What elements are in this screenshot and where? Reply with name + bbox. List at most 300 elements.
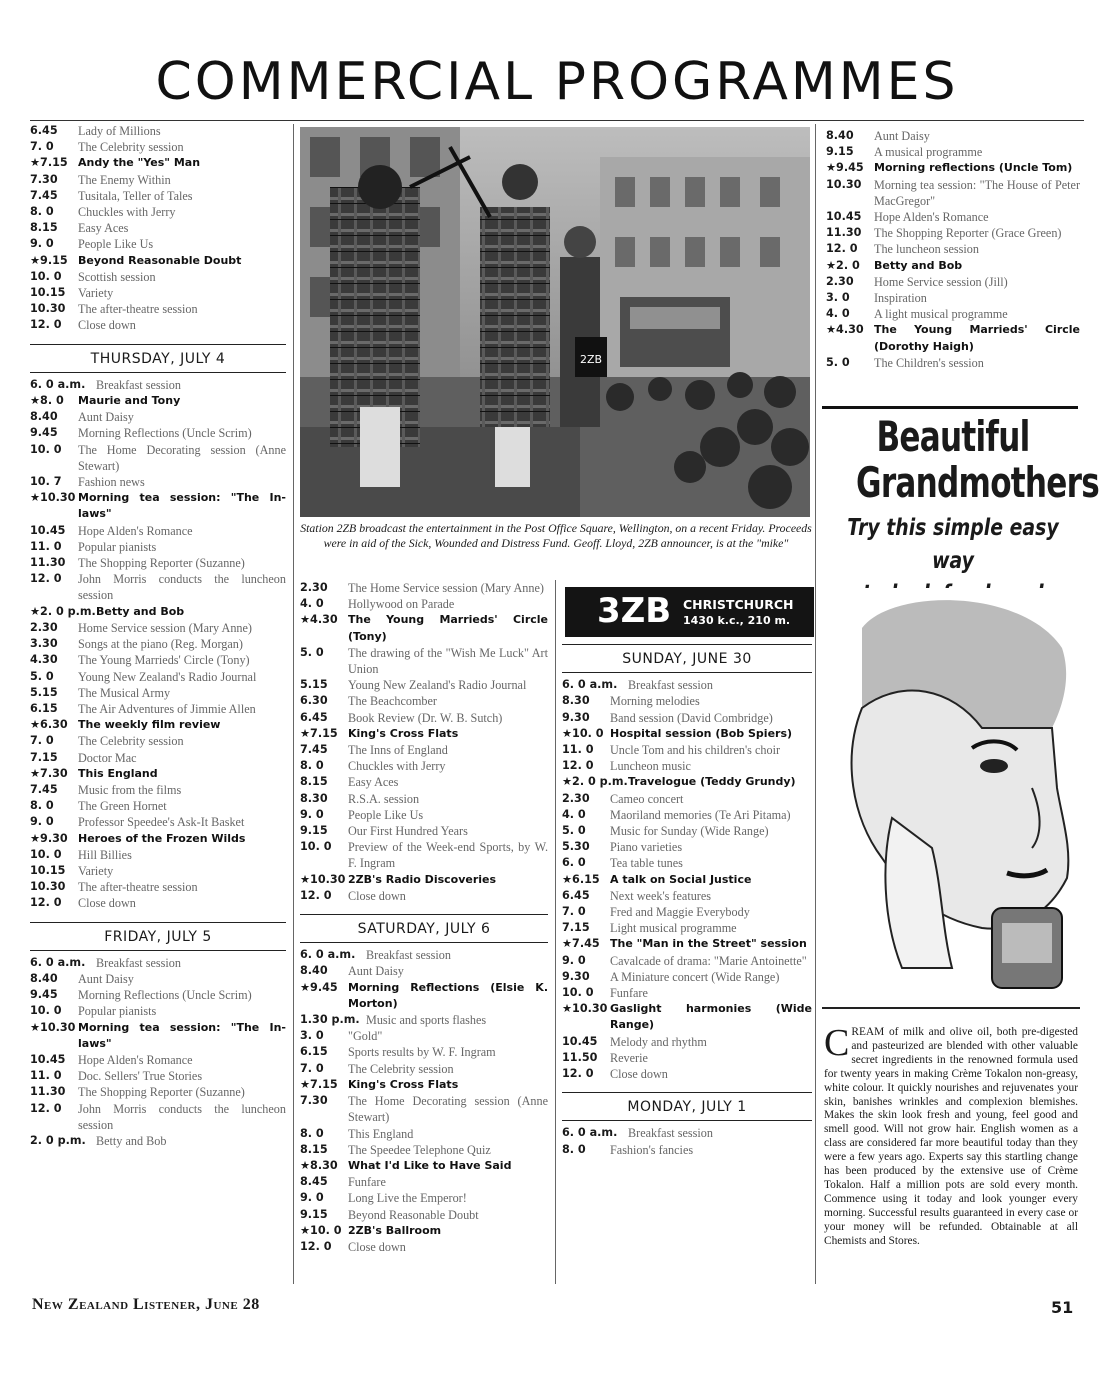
programme-row bbox=[300, 1142, 548, 1158]
programme-title: Cavalcade of drama: "Marie Antoinette" bbox=[610, 953, 807, 968]
programme-time: 10.45 bbox=[826, 210, 862, 224]
programme-time: 2.30 bbox=[300, 581, 328, 594]
programme-title: Close down bbox=[78, 318, 136, 333]
programme-title: The Musical Army bbox=[78, 685, 171, 700]
programme-row bbox=[30, 782, 286, 798]
programme-row bbox=[300, 839, 548, 871]
programme-time: 9.30 bbox=[562, 710, 590, 724]
programme-title: The Celebrity session bbox=[78, 140, 184, 155]
programme-time: 8.45 bbox=[300, 1175, 328, 1189]
programme-title: Variety bbox=[78, 286, 114, 301]
programme-title: 2ZB's Radio Discoveries bbox=[348, 872, 497, 886]
programme-row bbox=[826, 274, 1080, 290]
programme-title: John Morris conducts the luncheon session bbox=[78, 572, 286, 603]
programme-row bbox=[30, 733, 286, 749]
programme-time: 10.30 bbox=[30, 302, 66, 316]
programme-title: Music and sports flashes bbox=[366, 1013, 487, 1028]
programme-title: Doc. Sellers' True Stories bbox=[78, 1069, 203, 1084]
programme-time: 7. 0 bbox=[300, 1061, 324, 1075]
programme-row bbox=[30, 717, 286, 733]
programme-title: Doctor Mac bbox=[78, 750, 137, 765]
programme-title: Preview of the Week-end Sports, by W. F. Ingram bbox=[348, 840, 548, 871]
programme-title: John Morris conducts the luncheon session bbox=[78, 1101, 286, 1132]
programme-title: The Shopping Reporter (Grace Green) bbox=[874, 226, 1062, 241]
programme-title: Chuckles with Jerry bbox=[78, 205, 176, 220]
programme-title: Heroes of the Frozen Wilds bbox=[78, 831, 246, 845]
programme-row bbox=[300, 1012, 548, 1028]
programme-row bbox=[30, 971, 286, 987]
programme-title: Young New Zealand's Radio Journal bbox=[78, 669, 257, 684]
programme-title: The "Man in the Street" session bbox=[610, 937, 807, 951]
programme-row bbox=[30, 847, 286, 863]
programme-title: People Like Us bbox=[78, 237, 154, 252]
programme-title: This England bbox=[78, 766, 158, 780]
programme-title: Betty and Bob bbox=[96, 1133, 167, 1148]
programme-row bbox=[30, 766, 286, 782]
programme-title: The after-theatre session bbox=[78, 302, 198, 317]
programme-title: A musical programme bbox=[874, 145, 983, 160]
programme-row bbox=[300, 1158, 548, 1174]
programme-title: Easy Aces bbox=[348, 775, 399, 790]
programme-row bbox=[562, 807, 812, 823]
programme-row bbox=[300, 677, 548, 693]
programme-row bbox=[300, 888, 548, 904]
programme-time: 10. 0 bbox=[30, 442, 62, 456]
programme-row bbox=[30, 571, 286, 603]
programme-row bbox=[826, 160, 1080, 176]
schedule-monday-cont bbox=[826, 128, 1080, 371]
programme-title: Home Service session (Jill) bbox=[874, 274, 1008, 289]
programme-row bbox=[300, 612, 548, 644]
programme-title: The Young Marrieds' Circle (Tony) bbox=[78, 653, 250, 668]
programme-time: 12. 0 bbox=[30, 318, 62, 332]
advertisement bbox=[822, 408, 1099, 1288]
divider bbox=[30, 120, 1084, 121]
programme-title: The drawing of the "Wish Me Luck" Art Union bbox=[348, 645, 548, 677]
ad-dropcap: C bbox=[824, 1022, 850, 1064]
programme-title: Aunt Daisy bbox=[78, 971, 134, 986]
programme-title: R.S.A. session bbox=[348, 791, 420, 806]
programme-row bbox=[826, 128, 1080, 144]
programme-time: 4.30 bbox=[30, 653, 58, 667]
column-4 bbox=[826, 128, 1080, 371]
programme-row bbox=[562, 823, 812, 839]
programme-row bbox=[30, 555, 286, 571]
programme-time: 3. 0 bbox=[300, 1029, 324, 1043]
programme-time: ★10.30 bbox=[30, 491, 76, 505]
programme-row bbox=[30, 1133, 286, 1149]
programme-row bbox=[300, 580, 548, 596]
programme-title: A light musical programme bbox=[874, 307, 1008, 322]
programme-title: The after-theatre session bbox=[78, 880, 198, 895]
programme-title: Morning Reflections (Uncle Scrim) bbox=[78, 988, 252, 1003]
station-city: CHRISTCHURCH bbox=[683, 597, 794, 612]
programme-time: 8.15 bbox=[300, 1142, 328, 1156]
programme-time: 2.30 bbox=[826, 274, 854, 288]
programme-time: ★6.15 bbox=[562, 872, 600, 886]
programme-title: Breakfast session bbox=[628, 1126, 713, 1141]
programme-row bbox=[30, 539, 286, 555]
programme-title: Breakfast session bbox=[96, 377, 181, 392]
programme-row bbox=[30, 685, 286, 701]
programme-title: King's Cross Flats bbox=[348, 1077, 459, 1091]
page-number: 51 bbox=[1051, 1298, 1074, 1317]
programme-time: ★7.15 bbox=[30, 156, 68, 170]
programme-time: 6.45 bbox=[30, 124, 58, 137]
divider bbox=[815, 124, 816, 1284]
programme-title: Close down bbox=[348, 888, 406, 903]
programme-title: Long Live the Emperor! bbox=[348, 1191, 467, 1206]
programme-time: 6.15 bbox=[30, 701, 58, 715]
programme-row bbox=[300, 742, 548, 758]
programme-title: Maurie and Tony bbox=[78, 394, 181, 408]
programme-time: 5. 0 bbox=[826, 355, 850, 369]
programme-time: 7.15 bbox=[562, 921, 590, 935]
programme-title: Young New Zealand's Radio Journal bbox=[348, 678, 527, 693]
programme-title: The Home Decorating session (Anne Stewart) bbox=[78, 442, 286, 473]
schedule-pre bbox=[30, 123, 286, 334]
programme-row bbox=[30, 1003, 286, 1019]
programme-title: Inspiration bbox=[874, 291, 927, 306]
programme-time: 8.40 bbox=[30, 410, 58, 424]
programme-time: ★10. 0 bbox=[562, 726, 604, 740]
programme-row bbox=[30, 409, 286, 425]
programme-time: 5. 0 bbox=[30, 669, 54, 683]
day-heading-friday: FRIDAY, JULY 5 bbox=[30, 922, 286, 951]
programme-title: Maoriland memories (Te Ari Pitama) bbox=[610, 807, 791, 822]
programme-time: 10.45 bbox=[562, 1034, 598, 1048]
ad-subheadline-1: Try this simple easy way bbox=[847, 515, 1059, 574]
programme-time: 8.30 bbox=[562, 694, 590, 708]
programme-time: 9.15 bbox=[826, 145, 854, 159]
programme-time: ★9.15 bbox=[30, 253, 68, 267]
programme-title: The Speedee Telephone Quiz bbox=[348, 1142, 491, 1157]
programme-time: 9.15 bbox=[300, 824, 328, 838]
programme-title: Betty and Bob bbox=[874, 258, 963, 272]
programme-time: 10.15 bbox=[30, 286, 66, 300]
schedule-saturday bbox=[300, 947, 548, 1255]
programme-title: The Beachcomber bbox=[348, 694, 437, 709]
programme-title: Morning tea session: "The In-laws" bbox=[78, 491, 286, 521]
programme-time: 7.30 bbox=[30, 172, 58, 186]
column-2 bbox=[300, 580, 548, 1255]
programme-row bbox=[300, 1174, 548, 1190]
programme-time: 5.15 bbox=[30, 685, 58, 699]
programme-title: Morning Reflections (Elsie K. Morton) bbox=[348, 980, 548, 1010]
programme-row bbox=[30, 863, 286, 879]
programme-time: 11.50 bbox=[562, 1050, 598, 1064]
ad-headline-1: Beautiful bbox=[876, 412, 1030, 461]
programme-time: 5.15 bbox=[300, 678, 328, 692]
programme-row bbox=[300, 710, 548, 726]
schedule-thursday bbox=[30, 377, 286, 912]
photo-pipers bbox=[300, 127, 810, 517]
photo-caption: Station 2ZB broadcast the entertainment in the Post Office Square, Wellington, on a recent Friday. Proceeds were in aid of the Sick, Wounded and Distress Fund. Geoff. Lloyd, 2ZB announcer, is at the "mike" bbox=[300, 521, 812, 550]
programme-row bbox=[300, 1061, 548, 1077]
programme-row bbox=[30, 188, 286, 204]
photo-badge: 2ZB bbox=[579, 353, 603, 366]
day-heading-saturday: SATURDAY, JULY 6 bbox=[300, 914, 548, 943]
programme-time: 9. 0 bbox=[300, 807, 324, 821]
programme-row bbox=[562, 677, 812, 693]
programme-time: ★4.30 bbox=[300, 613, 338, 627]
programme-row bbox=[30, 831, 286, 847]
programme-time: 7. 0 bbox=[30, 140, 54, 154]
programme-title: Easy Aces bbox=[78, 221, 129, 236]
programme-row bbox=[562, 985, 812, 1001]
programme-time: ★7.45 bbox=[562, 937, 600, 951]
programme-title: Tea table tunes bbox=[610, 856, 683, 871]
programme-time: 8.30 bbox=[300, 791, 328, 805]
programme-row bbox=[30, 1084, 286, 1100]
programme-time: 10.15 bbox=[30, 863, 66, 877]
programme-time: 12. 0 bbox=[30, 1101, 62, 1115]
programme-time: 8. 0 bbox=[562, 1142, 586, 1156]
programme-row bbox=[300, 947, 548, 963]
programme-time: 7.45 bbox=[30, 188, 58, 202]
programme-row bbox=[300, 791, 548, 807]
programme-row bbox=[300, 774, 548, 790]
programme-row bbox=[30, 1068, 286, 1084]
programme-row bbox=[826, 241, 1080, 257]
programme-row bbox=[562, 839, 812, 855]
programme-row bbox=[30, 798, 286, 814]
programme-title: The Young Marrieds' Circle (Tony) bbox=[348, 613, 548, 643]
programme-title: Lady of Millions bbox=[78, 124, 161, 138]
programme-row bbox=[562, 710, 812, 726]
schedule-friday bbox=[30, 955, 286, 1149]
programme-title: Aunt Daisy bbox=[78, 410, 134, 425]
programme-row bbox=[562, 969, 812, 985]
programme-time: 1.30 p.m. bbox=[300, 1013, 360, 1027]
programme-row bbox=[30, 701, 286, 717]
programme-time: 12. 0 bbox=[300, 1239, 332, 1253]
programme-time: 9.30 bbox=[562, 969, 590, 983]
programme-time: 9. 0 bbox=[30, 815, 54, 829]
programme-row bbox=[300, 1207, 548, 1223]
programme-title: "Gold" bbox=[348, 1029, 383, 1044]
programme-time: 7.15 bbox=[30, 750, 58, 764]
programme-title: Funfare bbox=[610, 986, 648, 1001]
programme-title: Funfare bbox=[348, 1175, 386, 1190]
programme-title: Hospital session (Bob Spiers) bbox=[610, 726, 793, 740]
programme-row bbox=[300, 1239, 548, 1255]
programme-title: Book Review (Dr. W. B. Sutch) bbox=[348, 710, 503, 725]
programme-time: 6.45 bbox=[300, 710, 328, 724]
programme-title: Light musical programme bbox=[610, 921, 737, 936]
programme-title: Cameo concert bbox=[610, 791, 684, 806]
programme-title: Hope Alden's Romance bbox=[78, 523, 193, 538]
programme-row bbox=[562, 904, 812, 920]
programme-time: 2. 0 p.m. bbox=[30, 1133, 86, 1147]
programme-row bbox=[30, 474, 286, 490]
programme-time: 5.30 bbox=[562, 840, 590, 854]
programme-time: ★4.30 bbox=[826, 323, 864, 337]
programme-time: 10. 0 bbox=[30, 1004, 62, 1018]
programme-title: Melody and rhythm bbox=[610, 1034, 707, 1049]
programme-row bbox=[30, 139, 286, 155]
ad-body-copy: REAM of milk and olive oil, both pre-digested and pasteurized are blended with other valuable secret ingredients in the renowned formula used for twenty years in making Crème Tokalon non-greasy, white colour. It quickly nourishes and rejuvenates your skin, banishes wrinkles and complexion blemishes. Makes the skin look fresh and young, feel good and smell good. Will not grow hair. English women as a class are considered far more beautiful today than they were a few years ago. Experts say this startling change has been produced by the extensive use of Crème Tokalon. Half a million pots are sold every month. Commence using it today and look younger every morning. Successful results guaranteed in every case or your money will be refunded. Obtainable at all Chemists and Stores. bbox=[824, 1026, 1078, 1247]
programme-row bbox=[562, 936, 812, 952]
programme-time: 6. 0 a.m. bbox=[300, 948, 356, 962]
station-banner bbox=[565, 587, 814, 637]
programme-row bbox=[300, 758, 548, 774]
programme-time: 8.40 bbox=[300, 964, 328, 978]
programme-time: ★9.45 bbox=[826, 161, 864, 175]
programme-time: ★7.15 bbox=[300, 726, 338, 740]
programme-title: Variety bbox=[78, 863, 114, 878]
programme-title: The Young Marrieds' Circle (Dorothy Haigh) bbox=[874, 323, 1080, 353]
programme-row bbox=[30, 987, 286, 1003]
programme-row bbox=[826, 290, 1080, 306]
programme-title: Reverie bbox=[610, 1050, 648, 1065]
programme-row bbox=[30, 652, 286, 668]
programme-title: Next week's features bbox=[610, 888, 712, 903]
programme-time: 11. 0 bbox=[30, 539, 62, 553]
programme-title: The Enemy Within bbox=[78, 172, 171, 187]
programme-title: Hope Alden's Romance bbox=[874, 210, 989, 225]
programme-time: 7. 0 bbox=[30, 734, 54, 748]
programme-time: ★9.45 bbox=[300, 980, 338, 994]
programme-row bbox=[562, 872, 812, 888]
programme-time: 8. 0 bbox=[30, 799, 54, 813]
programme-time: 10.45 bbox=[30, 523, 66, 537]
day-heading-sunday: SUNDAY, JUNE 30 bbox=[562, 644, 812, 673]
programme-title: The Home Service session (Mary Anne) bbox=[348, 581, 544, 595]
programme-row bbox=[826, 209, 1080, 225]
programme-row bbox=[30, 269, 286, 285]
programme-time: 10. 7 bbox=[30, 475, 62, 489]
programme-title: Hollywood on Parade bbox=[348, 597, 455, 612]
programme-time: ★7.30 bbox=[30, 766, 68, 780]
programme-title: The Children's session bbox=[874, 355, 984, 370]
programme-time: 7.45 bbox=[30, 782, 58, 796]
programme-title: Close down bbox=[348, 1239, 406, 1254]
programme-time: 12. 0 bbox=[562, 759, 594, 773]
programme-row bbox=[30, 317, 286, 333]
programme-row bbox=[30, 236, 286, 252]
programme-row bbox=[30, 879, 286, 895]
photo-image bbox=[300, 127, 810, 517]
programme-row bbox=[30, 285, 286, 301]
programme-title: Hill Billies bbox=[78, 847, 132, 862]
programme-title: Morning Reflections (Uncle Scrim) bbox=[78, 426, 252, 441]
programme-title: Fashion news bbox=[78, 475, 145, 490]
programme-title: Aunt Daisy bbox=[348, 964, 404, 979]
programme-time: 11.30 bbox=[826, 226, 862, 240]
programme-time: 12. 0 bbox=[300, 888, 332, 902]
programme-time: 10. 0 bbox=[30, 847, 62, 861]
publication-footer: New Zealand Listener, June 28 bbox=[32, 1296, 260, 1313]
programme-title: The Inns of England bbox=[348, 743, 448, 758]
programme-row bbox=[30, 620, 286, 636]
programme-title: Music for Sunday (Wide Range) bbox=[610, 824, 769, 839]
programme-time: 3. 0 bbox=[826, 291, 850, 305]
programme-row bbox=[30, 814, 286, 830]
schedule-sunday bbox=[562, 677, 812, 1082]
programme-row bbox=[300, 980, 548, 1012]
programme-time: ★2. 0 p.m. bbox=[562, 775, 628, 789]
programme-title: This England bbox=[348, 1126, 414, 1141]
programme-time: 2.30 bbox=[30, 620, 58, 634]
programme-time: 12. 0 bbox=[30, 572, 62, 586]
programme-title: Uncle Tom and his children's choir bbox=[610, 743, 781, 758]
programme-time: 6. 0 a.m. bbox=[562, 678, 618, 692]
programme-row bbox=[30, 523, 286, 539]
programme-row bbox=[300, 693, 548, 709]
programme-time: ★8.30 bbox=[300, 1158, 338, 1172]
programme-title: Morning melodies bbox=[610, 694, 700, 709]
programme-title: The Home Decorating session (Anne Stewart) bbox=[348, 1094, 548, 1125]
programme-title: Music from the films bbox=[78, 782, 182, 797]
column-1 bbox=[30, 123, 286, 1149]
programme-row bbox=[30, 220, 286, 236]
programme-title: The Shopping Reporter (Suzanne) bbox=[78, 1085, 245, 1100]
programme-title: Professor Speedee's Ask-It Basket bbox=[78, 815, 245, 830]
programme-row bbox=[826, 322, 1080, 354]
programme-row bbox=[300, 1044, 548, 1060]
programme-time: 6. 0 a.m. bbox=[30, 955, 86, 969]
schedule-monday bbox=[562, 1125, 812, 1157]
programme-time: ★9.30 bbox=[30, 831, 68, 845]
programme-row bbox=[300, 823, 548, 839]
column-3 bbox=[562, 640, 812, 1158]
programme-time: 12. 0 bbox=[826, 242, 858, 256]
programme-row bbox=[30, 490, 286, 522]
programme-row bbox=[826, 355, 1080, 371]
programme-row bbox=[562, 920, 812, 936]
programme-time: 8. 0 bbox=[300, 1126, 324, 1140]
programme-time: 10.30 bbox=[30, 880, 66, 894]
programme-time: 8.40 bbox=[826, 129, 854, 142]
programme-title: What I'd Like to Have Said bbox=[348, 1158, 512, 1172]
programme-row bbox=[30, 253, 286, 269]
programme-time: 4. 0 bbox=[562, 807, 586, 821]
programme-row bbox=[300, 1077, 548, 1093]
schedule-friday-cont bbox=[300, 580, 548, 904]
programme-row bbox=[30, 442, 286, 474]
programme-time: 6. 0 a.m. bbox=[562, 1126, 618, 1140]
programme-row bbox=[826, 144, 1080, 160]
programme-time: ★6.30 bbox=[30, 718, 68, 732]
programme-row bbox=[562, 888, 812, 904]
programme-row bbox=[300, 963, 548, 979]
programme-row bbox=[826, 306, 1080, 322]
divider bbox=[555, 580, 556, 1284]
programme-time: 9. 0 bbox=[300, 1191, 324, 1205]
programme-time: 9.15 bbox=[300, 1207, 328, 1221]
programme-time: 8.40 bbox=[30, 971, 58, 985]
programme-row bbox=[300, 1126, 548, 1142]
programme-title: Close down bbox=[610, 1067, 668, 1082]
programme-row bbox=[30, 1052, 286, 1068]
programme-row bbox=[826, 225, 1080, 241]
programme-row bbox=[300, 1223, 548, 1239]
programme-time: 10. 0 bbox=[562, 986, 594, 1000]
programme-time: 8. 0 bbox=[30, 205, 54, 219]
programme-row bbox=[300, 726, 548, 742]
ad-illustration-woman bbox=[822, 588, 1080, 1018]
programme-title: Aunt Daisy bbox=[874, 129, 930, 143]
programme-time: 10.45 bbox=[30, 1052, 66, 1066]
day-heading-thursday: THURSDAY, JULY 4 bbox=[30, 344, 286, 373]
programme-row bbox=[300, 596, 548, 612]
programme-time: 6.30 bbox=[300, 694, 328, 708]
programme-title: Andy the "Yes" Man bbox=[78, 156, 201, 170]
ad-headline-2: Grandmothers bbox=[856, 458, 1099, 507]
programme-title: Scottish session bbox=[78, 269, 156, 284]
programme-row bbox=[826, 177, 1080, 209]
